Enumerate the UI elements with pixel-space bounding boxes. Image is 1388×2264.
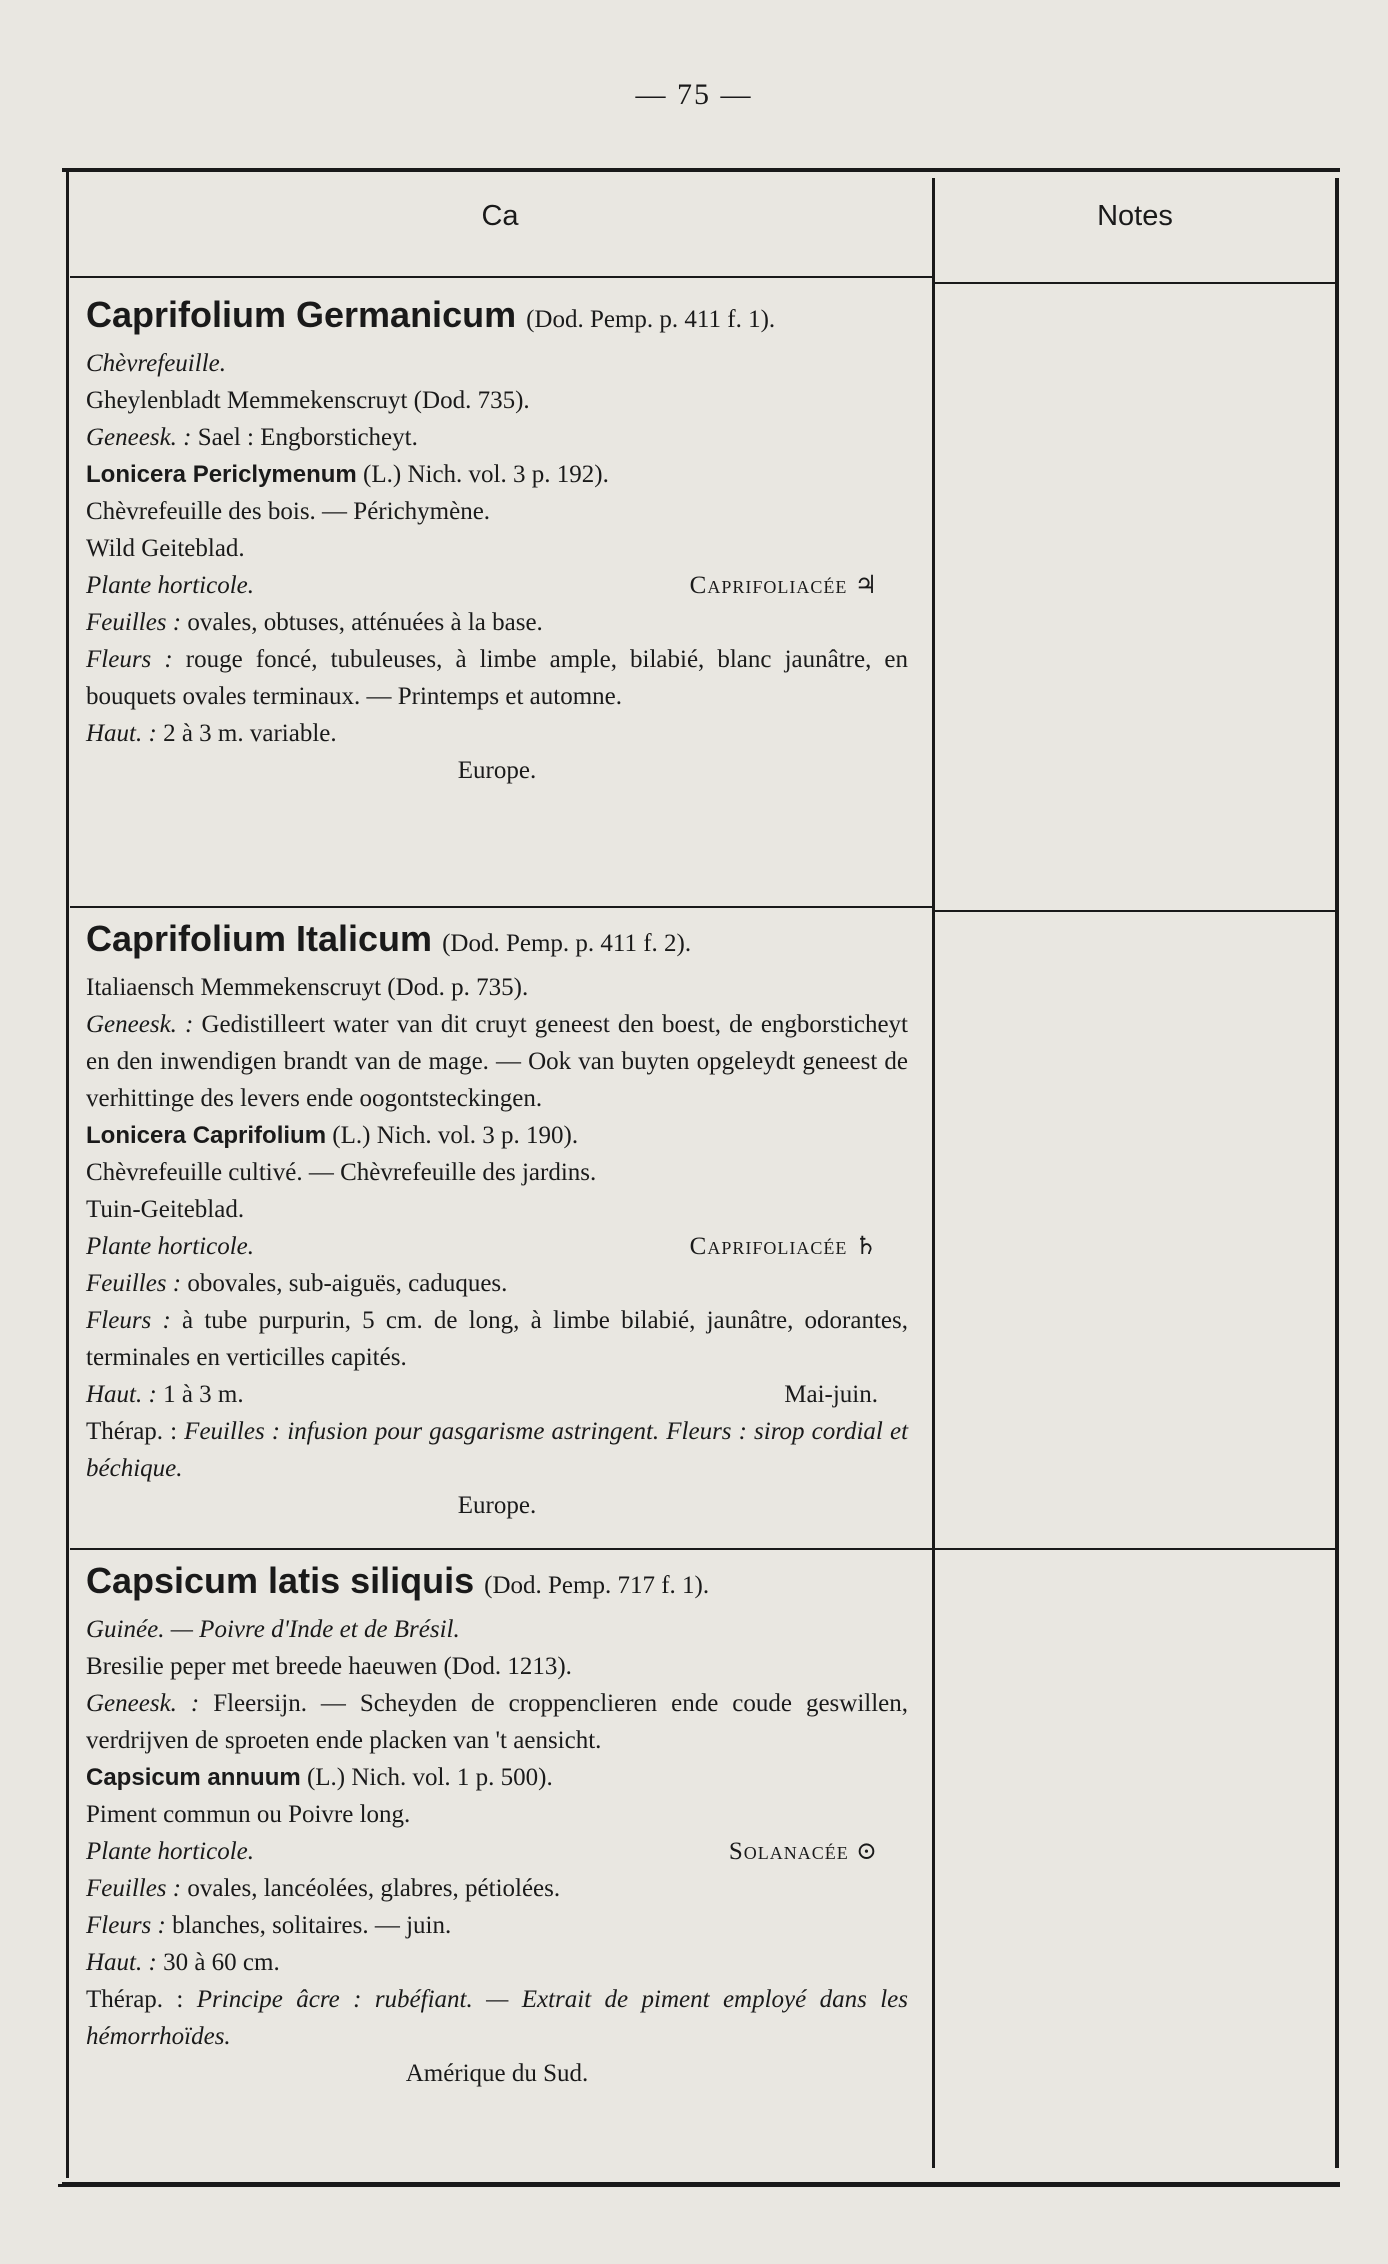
haut-text: 30 à 60 cm. [163,1949,280,1976]
header-rule-right [935,282,1335,284]
entry-rule-2-left [70,1548,932,1550]
haut-line [86,1376,908,1413]
column-header-ca: Ca [481,200,519,232]
old-dutch-name: Gheylenbladt Memmekenscruyt (Dod. 735). [86,387,530,414]
feuilles-line [86,1870,908,1907]
origin: Europe. [457,1492,537,1519]
feuilles-label: Feuilles : [86,1270,182,1297]
dodoens-reference: (Dod. Pemp. 717 f. 1). [484,1572,710,1599]
origin: Europe. [457,757,537,784]
season: Mai-juin. [784,1381,878,1408]
geneesk-paragraph [86,1685,908,1759]
fleurs-text: rouge foncé, tubuleuses, à limbe ample, bilabié, blanc jaunâtre, en bouquets ovales terminaux. — Printemps et automne. [86,646,908,710]
latin-name: Lonicera Caprifolium [86,1122,327,1149]
plante-line [86,567,908,604]
therap-label: Thérap. : [86,1418,178,1445]
feuilles-text: ovales, lancéolées, glabres, pétiolées. [187,1875,561,1902]
latin-reference: (L.) Nich. vol. 1 p. 500). [306,1764,553,1791]
fleurs-text: à tube purpurin, 5 cm. de long, à limbe bilabié, jaunâtre, odorantes, terminales en verticilles capités. [86,1307,909,1371]
fleurs-text: blanches, solitaires. — juin. [172,1912,452,1939]
entry-capsicum-latis-siliquis [86,1556,908,2092]
species-name: Caprifolium Italicum [86,918,433,959]
fleurs-label: Fleurs : [86,1912,166,1939]
origin: Amérique du Sud. [405,2060,589,2087]
column-divider [932,178,935,2168]
fleurs-label: Fleurs : [86,1307,171,1334]
dodoens-reference: (Dod. Pemp. p. 411 f. 2). [442,930,692,957]
plante-type: Plante horticole. [86,1838,255,1865]
therap-label: Thérap. : [86,1986,184,2013]
therap-text: Principe âcre : rubéfiant. — Extrait de piment employé dans les hémorrhoïdes. [86,1986,909,2050]
entry-caprifolium-italicum [86,914,908,1524]
old-dutch-name: Italiaensch Memmekenscruyt (Dod. p. 735). [86,974,529,1001]
old-dutch-name: Bresilie peper met breede haeuwen (Dod. 1213). [86,1653,572,1680]
french-name: Chèvrefeuille des bois. — Périchymène. [86,498,491,525]
haut-text: 1 à 3 m. [163,1381,244,1408]
entry-title [86,1556,908,1611]
latin-line [86,1759,908,1796]
plant-family: Solanacée ⊙ [728,1838,878,1865]
dodoens-reference: (Dod. Pemp. p. 411 f. 1). [526,306,776,333]
vernacular-name: Chèvrefeuille. [86,350,226,377]
geneesk-text: Sael : Engborsticheyt. [197,424,418,451]
geneesk-label: Geneesk. : [86,424,192,451]
haut-label: Haut. : [86,720,157,747]
geneesk-label: Geneesk. : [86,1011,194,1038]
therap-text: Feuilles : infusion pour gasgarisme astringent. Fleurs : sirop cordial et béchique. [86,1418,909,1482]
feuilles-label: Feuilles : [86,609,182,636]
french-name: Chèvrefeuille cultivé. — Chèvrefeuille des jardins. [86,1159,597,1186]
entry-rule-2-right [935,1548,1335,1550]
therap-paragraph [86,1981,908,2055]
dutch-name: Tuin-Geiteblad. [86,1196,245,1223]
haut-line [86,715,908,752]
feuilles-line [86,1265,908,1302]
entry-rule-1-right [935,910,1335,912]
entry-title [86,290,908,345]
geneesk-text: Gedistilleert water van dit cruyt geneest den boest, de engborsticheyt en den inwendigen brandt van de mage. — Ook van buyten opgeleydt geneest de verhittinge des levers ende oogontsteckingen. [86,1011,909,1112]
latin-reference: (L.) Nich. vol. 3 p. 190). [332,1122,579,1149]
feuilles-text: obovales, sub-aiguës, caduques. [187,1270,508,1297]
haut-text: 2 à 3 m. variable. [163,720,337,747]
feuilles-line [86,604,908,641]
header-rule-left [70,276,932,278]
latin-name: Capsicum annuum [86,1764,301,1791]
dutch-name: Wild Geiteblad. [86,535,245,562]
bottom-double-rule [58,2184,1340,2187]
left-border [66,168,69,2178]
geneesk-label: Geneesk. : [86,1690,200,1717]
geneesk-line [86,419,908,456]
therap-paragraph [86,1413,908,1487]
latin-line [86,456,908,493]
geneesk-text: Fleersijn. — Scheyden de croppenclieren ende coude geswillen, verdrijven de sproeten ende placken van 't aensicht. [86,1690,909,1754]
fleurs-label: Fleurs : [86,646,173,673]
species-name: Caprifolium Germanicum [86,294,517,335]
entry-caprifolium-germanicum [86,290,908,789]
haut-label: Haut. : [86,1949,157,1976]
latin-reference: (L.) Nich. vol. 3 p. 192). [363,461,609,488]
french-name: Piment commun ou Poivre long. [86,1801,411,1828]
entry-rule-1-left [70,906,932,908]
latin-name: Lonicera Periclymenum [86,461,357,488]
fleurs-paragraph [86,1302,908,1376]
page-number: — 75 — [635,78,753,111]
right-border [1335,178,1339,2168]
species-name: Capsicum latis siliquis [86,1560,475,1601]
haut-label: Haut. : [86,1381,157,1408]
plante-type: Plante horticole. [86,1233,255,1260]
vernacular-name: Guinée. — Poivre d'Inde et de Brésil. [86,1616,460,1643]
plante-line [86,1833,908,1870]
feuilles-text: ovales, obtuses, atténuées à la base. [187,609,543,636]
feuilles-label: Feuilles : [86,1875,182,1902]
geneesk-paragraph [86,1006,908,1117]
fleurs-paragraph [86,641,908,715]
plante-type: Plante horticole. [86,572,255,599]
plant-family: Caprifoliacée ♃ [689,572,878,599]
latin-line [86,1117,908,1154]
fleurs-line [86,1907,908,1944]
haut-line [86,1944,908,1981]
column-header-notes: Notes [1097,200,1173,232]
plante-line [86,1228,908,1265]
plant-family: Caprifoliacée ♄ [689,1233,878,1260]
entry-title [86,914,908,969]
